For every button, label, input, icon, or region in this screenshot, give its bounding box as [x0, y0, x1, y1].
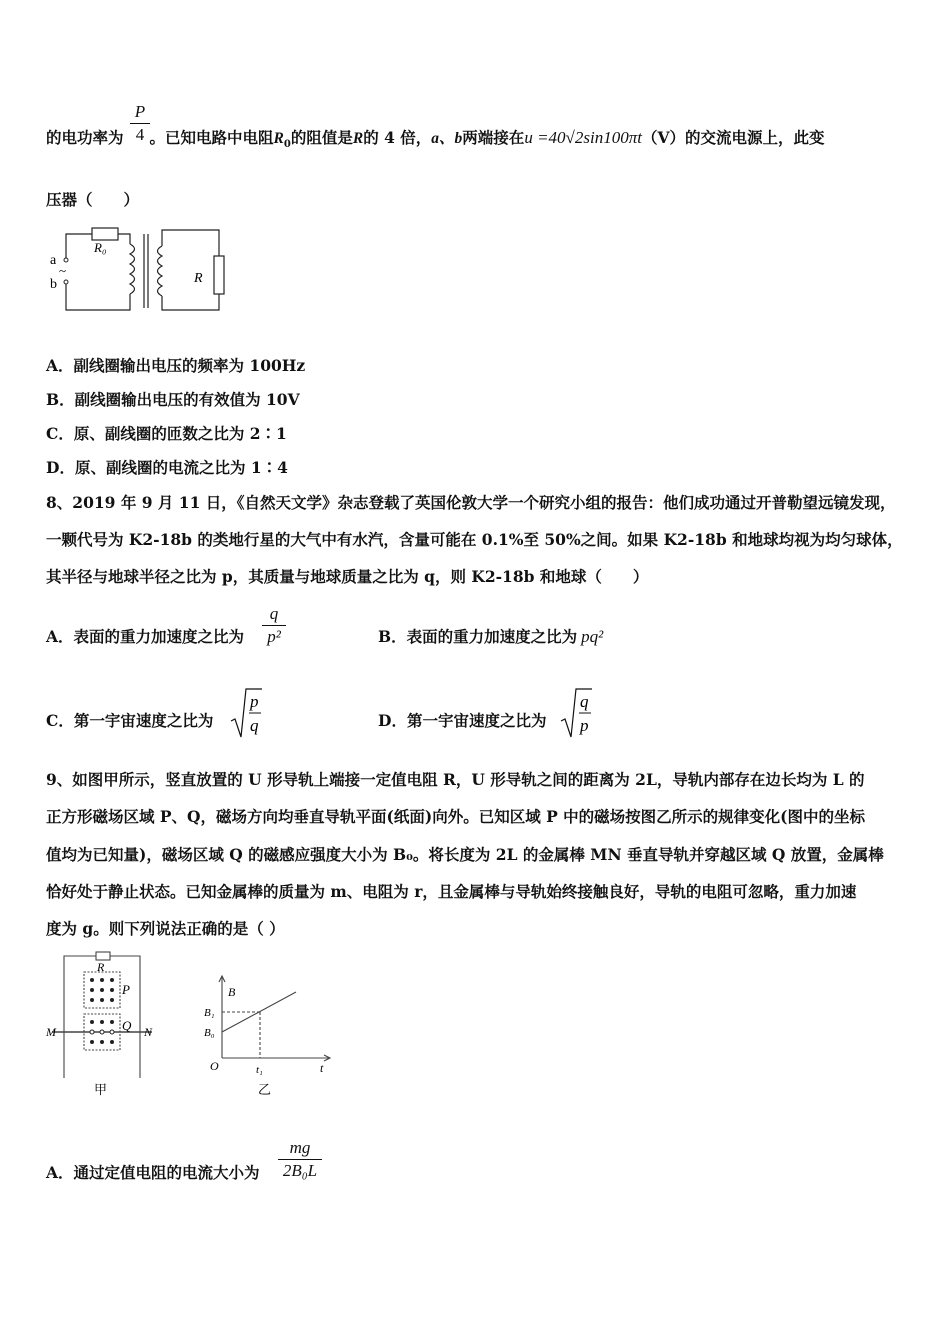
fraction-p-over-4: P 4	[130, 101, 150, 146]
q9-option-a-fraction: mg 2B₀L	[278, 1137, 322, 1182]
svg-text:p: p	[580, 716, 589, 735]
svg-text:q: q	[250, 716, 259, 735]
q8-option-d-sqrt	[559, 685, 593, 741]
svg-text:P: P	[122, 982, 130, 997]
q9-line5: 度为 g。则下列说法正确的是（ ）	[46, 919, 285, 938]
svg-text:B₀: B₀	[204, 1027, 215, 1039]
ac-symbol: ~	[59, 263, 67, 278]
svg-text:B₁: B₁	[204, 1007, 215, 1019]
voltage-formula: u =40√2sin100πt	[524, 128, 642, 147]
label-a: a	[50, 253, 57, 268]
q9-line4: 恰好处于静止状态。已知金属棒的质量为 m、电阻为 r，且金属棒与导轨始终接触良好，导轨的电阻可忽略，重力加速	[46, 882, 857, 901]
figure-yi-b-t-graph	[200, 970, 340, 1100]
q9-option-a: A．通过定值电阻的电流大小为	[46, 1163, 260, 1182]
q8-option-d: D．第一宇宙速度之比为	[378, 711, 547, 730]
transformer-circuit-diagram	[44, 224, 229, 316]
q7-option-b: B．副线圈输出电压的有效值为 10V	[46, 390, 300, 409]
q9-line3: 值均为已知量)，磁场区域 Q 的磁感应强度大小为 B₀。将长度为 2L 的金属棒 MN 垂直导轨并穿越区域 Q 放置，金属棒	[46, 845, 884, 864]
label-r: R	[194, 271, 203, 286]
q8-line1: 8、2019 年 9 月 11 日，《自然天文学》杂志登载了英国伦敦大学一个研究小组的报告：他们成功通过开普勒望远镜发现，	[46, 493, 896, 512]
svg-text:t: t	[320, 1061, 324, 1075]
q7-line2: 压器（ ）	[46, 190, 140, 209]
q9-line1: 9、如图甲所示，竖直放置的 U 形导轨上端接一定值电阻 R，U 形导轨之间的距离为 2L，导轨内部存在边长均为 L 的	[46, 770, 865, 789]
svg-text:甲: 甲	[94, 1082, 108, 1097]
terminal-a	[64, 258, 68, 262]
q9-line2: 正方形磁场区域 P、Q，磁场方向均垂直导轨平面(纸面)向外。已知区域 P 中的磁场按图乙所示的规律变化(图中的坐标	[46, 807, 866, 826]
q8-line3: 其半径与地球半径之比为 p，其质量与地球质量之比为 q，则 K2-18b 和地球（ ）	[46, 567, 649, 586]
svg-text:Q: Q	[122, 1018, 132, 1033]
svg-text:O: O	[210, 1059, 219, 1073]
q8-option-c: C．第一宇宙速度之比为	[46, 711, 214, 730]
q7-line1: 的电功率为 。已知电路中电阻$R_0$的阻值是R的 4 倍，a、b两端接在u =40√2sin100πt（V）的交流电源上，此变	[46, 128, 825, 151]
q7-option-c: C．原、副线圈的匝数之比为 2∶1	[46, 424, 287, 443]
svg-text:q: q	[580, 692, 589, 711]
q7-option-a: A．副线圈输出电压的频率为 100Hz	[46, 356, 306, 375]
figure-jia-u-rail	[44, 950, 164, 1100]
svg-text:p: p	[250, 692, 259, 711]
q8-option-c-sqrt	[229, 685, 263, 741]
svg-text:t₁: t₁	[256, 1064, 263, 1076]
svg-text:M: M	[46, 1025, 56, 1039]
svg-text:R: R	[97, 960, 105, 974]
terminal-b	[64, 280, 68, 284]
q8-line2: 一颗代号为 K2-18b 的类地行星的大气中有水汽，含量可能在 0.1%至 50%之间。如果 K2-18b 和地球均视为均匀球体，	[46, 530, 903, 549]
svg-text:B: B	[228, 985, 236, 999]
label-r0: R₀	[94, 240, 107, 255]
q8-option-a-fraction: q p²	[262, 603, 286, 648]
svg-text:乙: 乙	[258, 1082, 272, 1097]
q7-option-d: D．原、副线圈的电流之比为 1∶4	[46, 458, 288, 477]
q8-option-b: B．表面的重力加速度之比为 pq²	[378, 627, 604, 646]
label-b: b	[50, 277, 57, 292]
svg-text:N: N	[144, 1025, 153, 1039]
q8-option-a: A．表面的重力加速度之比为	[46, 627, 245, 646]
